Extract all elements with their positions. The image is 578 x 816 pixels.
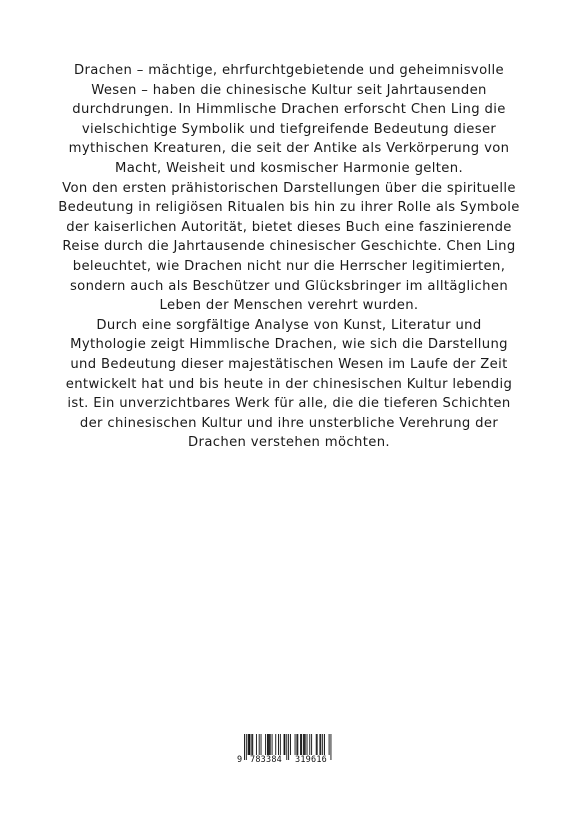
barcode-bar [268,734,269,755]
barcode-bar [300,734,301,755]
barcode-bar [278,734,279,755]
barcode-bar [284,734,285,755]
barcode-digits [236,753,340,767]
barcode-bar [252,734,253,755]
barcode-bar [248,734,249,755]
barcode-bar [304,734,305,755]
barcode-bar [296,734,297,755]
barcode-bar [265,734,266,755]
barcode-bar [319,734,320,755]
blurb-paragraph-3: Durch eine sorgfältige Analyse von Kunst, Literatur und Mythologie zeigt Himmlische Drachen, wie sich die Darstellung und Bedeutung dieser majestätischen Wesen im Laufe der Zeit entwickelt hat und bis heute in der chinesischen Kultur lebendig ist. Ein unverzichtbares Werk für alle, die die tieferen Schichten der chinesischen Kultur und ihre unsterbliche Verehrung der Drachen verstehen möchten. [65,317,513,451]
blurb-paragraph-2: Von den ersten prähistorischen Darstellungen über die spirituelle Bedeutung in religiösen Ritualen bis hin zu ihrer Rolle als Symbole der kaiserlichen Autorität, bietet dieses Buch eine faszinierende Reise durch die Jahrtausende chinesischer Geschichte. Chen Ling beleuchtet, wie Drachen nicht nur die Herrscher legitimierten, sondern auch als Beschützer und Glücksbringer im alltäglichen Leben der Menschen verehrt wurden. [58,180,520,314]
barcode-bar [301,734,302,755]
barcode-bar [297,734,298,755]
barcode-bar [272,734,273,755]
isbn-barcode [236,733,340,767]
barcode-left-group: 783384 [247,755,285,765]
barcode-bar [267,734,268,755]
barcode-bar [311,734,312,755]
barcode-bar [303,734,304,755]
barcode-bar [307,734,308,755]
barcode-right-group: 319616 [292,755,330,765]
barcode-bar [320,734,321,755]
barcode-bar [290,734,291,755]
barcode-bar [259,734,260,755]
barcode-bar [270,734,271,755]
barcode-bar [251,734,252,755]
barcode-bar [284,734,285,755]
barcode-bar [269,734,270,755]
barcode-bar [256,734,257,755]
barcode-bar [280,734,281,755]
barcode-bar [295,734,296,755]
barcode-bar [316,734,317,755]
barcode-lead-digit: 9 [237,755,243,765]
barcode-bar [322,734,323,755]
barcode-bar [275,734,276,755]
back-cover-blurb [58,61,520,453]
barcode-bar [309,734,310,755]
barcode-bar [250,734,251,755]
barcode-bar [305,734,306,755]
barcode-bar [249,734,250,755]
barcode-bar [324,734,325,755]
barcode-bar [261,734,262,755]
blurb-paragraph-1: Drachen – mächtige, ehrfurchtgebietende und geheimnisvolle Wesen – haben die chinesische Kultur seit Jahrtausenden durchdrungen. In Himmlische Drachen erforscht Chen Ling die vielschichtige Symbolik und tiefgreifende Bedeutung dieser mythischen Kreaturen, die seit der Antike als Verkörperung von Macht, Weisheit und kosmischer Harmonie gelten. [68,63,510,176]
barcode-bar [317,734,318,755]
